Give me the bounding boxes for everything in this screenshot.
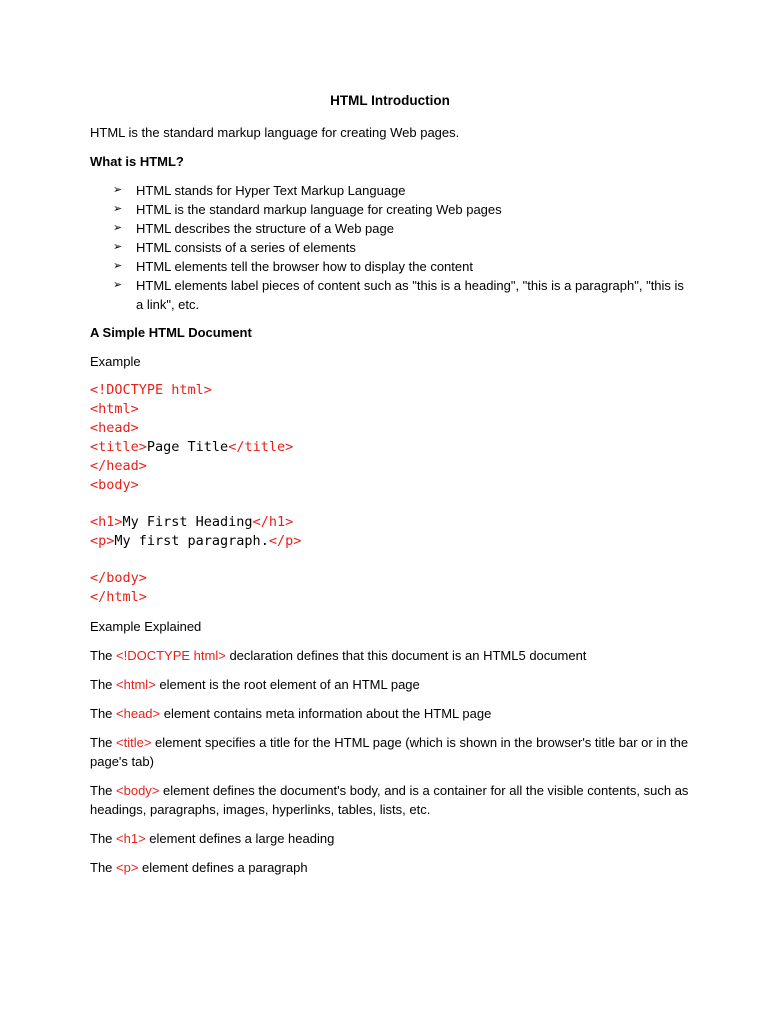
list-item: ➢ HTML elements label pieces of content such as "this is a heading", "this is a paragraph", "this is a link", etc.: [113, 278, 684, 312]
bullet-list: [90, 181, 690, 314]
what-is-html-heading: What is HTML?: [90, 154, 184, 169]
explanation-body: The <body> element defines the document's body, and is a container for all the visible contents, such as headings, paragraphs, images, hyperlinks, tables, lists, etc.: [90, 783, 689, 817]
list-item: ➢ HTML describes the structure of a Web page: [113, 221, 394, 236]
arrowhead-bullet-icon: ➢: [113, 241, 123, 253]
arrowhead-bullet-icon: ➢: [113, 260, 123, 272]
list-item: ➢ HTML consists of a series of elements: [113, 240, 356, 255]
list-item: ➢ HTML elements tell the browser how to display the content: [113, 259, 473, 274]
document-page: [90, 92, 690, 887]
code-line-html-close: </html>: [90, 589, 147, 605]
code-line-head-open: <head>: [90, 420, 139, 436]
arrowhead-bullet-icon: ➢: [113, 184, 123, 196]
arrowhead-bullet-icon: ➢: [113, 222, 123, 234]
explanation-h1: The <h1> element defines a large heading: [90, 831, 335, 846]
arrowhead-bullet-icon: ➢: [113, 279, 123, 291]
code-line-body-close: </body>: [90, 570, 147, 586]
intro-paragraph: HTML is the standard markup language for creating Web pages.: [90, 125, 460, 140]
code-line-head-close: </head>: [90, 458, 147, 474]
list-item: ➢ HTML stands for Hyper Text Markup Language: [113, 183, 406, 198]
explanation-doctype: The <!DOCTYPE html> declaration defines that this document is an HTML5 document: [90, 648, 587, 663]
explanation-head: The <head> element contains meta information about the HTML page: [90, 706, 492, 721]
code-blank-line: [90, 495, 690, 513]
code-line-h1: <h1>My First Heading</h1>: [90, 514, 294, 530]
code-line-doctype: <!DOCTYPE html>: [90, 382, 212, 398]
list-item: ➢ HTML is the standard markup language for creating Web pages: [113, 202, 502, 217]
code-example: [90, 381, 690, 607]
explanation-title: The <title> element specifies a title for the HTML page (which is shown in the browser's title bar or in the page's tab): [90, 735, 689, 769]
explanation-html: The <html> element is the root element of an HTML page: [90, 677, 420, 692]
explanation-p: The <p> element defines a paragraph: [90, 860, 308, 875]
code-line-body-open: <body>: [90, 477, 139, 493]
code-line-html-open: <html>: [90, 401, 139, 417]
page-title: HTML Introduction: [330, 93, 450, 108]
code-line-p: <p>My first paragraph.</p>: [90, 533, 302, 549]
simple-document-heading: A Simple HTML Document: [90, 325, 252, 340]
code-blank-line: [90, 551, 690, 569]
code-line-title: <title>Page Title</title>: [90, 439, 294, 455]
example-label: Example: [90, 354, 141, 369]
example-explained-label: Example Explained: [90, 619, 202, 634]
arrowhead-bullet-icon: ➢: [113, 203, 123, 215]
